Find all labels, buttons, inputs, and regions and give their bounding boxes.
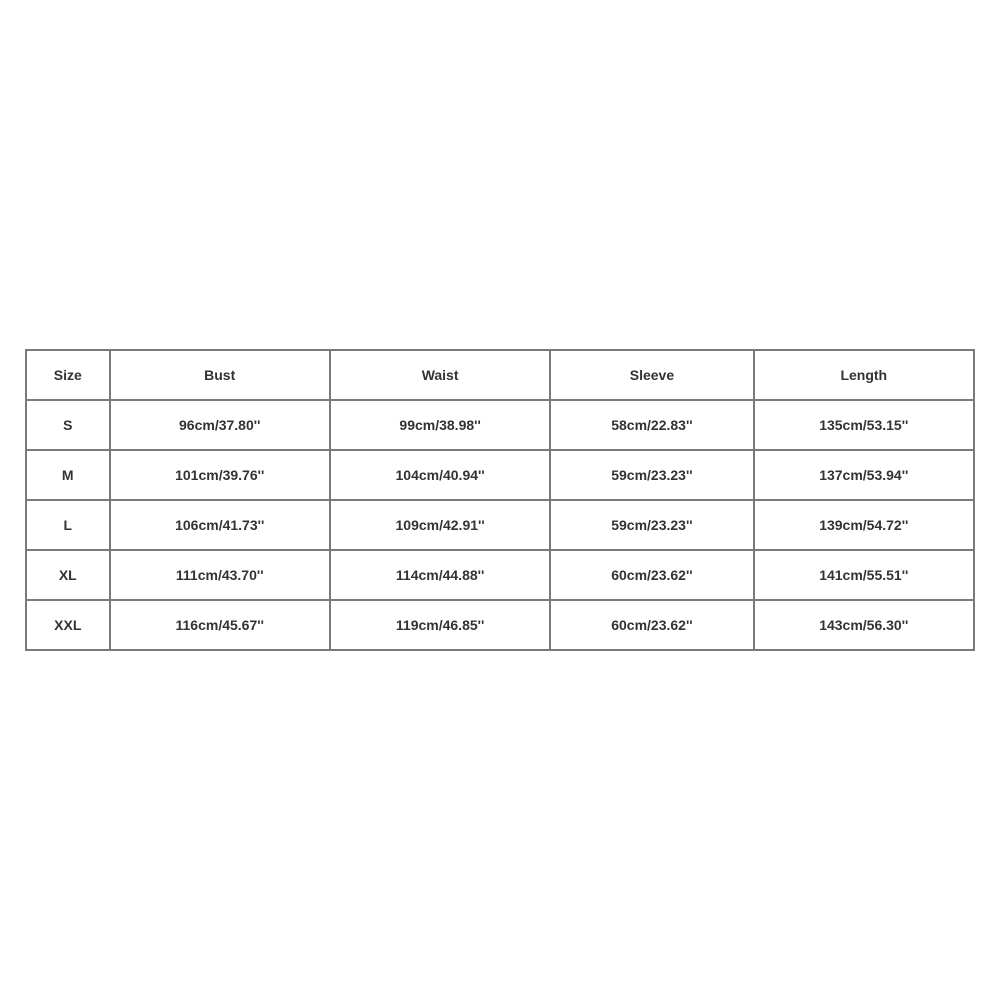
length-cell: 141cm/55.51'' bbox=[754, 550, 974, 600]
waist-cell: 109cm/42.91'' bbox=[330, 500, 550, 550]
table-row bbox=[26, 400, 974, 450]
table-row bbox=[26, 600, 974, 650]
table-row bbox=[26, 500, 974, 550]
bust-cell: 116cm/45.67'' bbox=[110, 600, 330, 650]
table-row bbox=[26, 550, 974, 600]
waist-cell: 104cm/40.94'' bbox=[330, 450, 550, 500]
header-length: Length bbox=[754, 350, 974, 400]
waist-cell: 114cm/44.88'' bbox=[330, 550, 550, 600]
header-size: Size bbox=[26, 350, 110, 400]
size-cell: XXL bbox=[26, 600, 110, 650]
length-cell: 135cm/53.15'' bbox=[754, 400, 974, 450]
waist-cell: 119cm/46.85'' bbox=[330, 600, 550, 650]
bust-cell: 101cm/39.76'' bbox=[110, 450, 330, 500]
length-cell: 137cm/53.94'' bbox=[754, 450, 974, 500]
length-cell: 143cm/56.30'' bbox=[754, 600, 974, 650]
sleeve-cell: 59cm/23.23'' bbox=[550, 450, 753, 500]
bust-cell: 111cm/43.70'' bbox=[110, 550, 330, 600]
table-row bbox=[26, 450, 974, 500]
size-cell: XL bbox=[26, 550, 110, 600]
sleeve-cell: 60cm/23.62'' bbox=[550, 600, 753, 650]
header-row bbox=[26, 350, 974, 400]
sleeve-cell: 59cm/23.23'' bbox=[550, 500, 753, 550]
size-chart-table bbox=[25, 349, 975, 651]
size-cell: L bbox=[26, 500, 110, 550]
size-cell: S bbox=[26, 400, 110, 450]
header-waist: Waist bbox=[330, 350, 550, 400]
header-sleeve: Sleeve bbox=[550, 350, 753, 400]
size-cell: M bbox=[26, 450, 110, 500]
bust-cell: 106cm/41.73'' bbox=[110, 500, 330, 550]
sleeve-cell: 60cm/23.62'' bbox=[550, 550, 753, 600]
sleeve-cell: 58cm/22.83'' bbox=[550, 400, 753, 450]
length-cell: 139cm/54.72'' bbox=[754, 500, 974, 550]
waist-cell: 99cm/38.98'' bbox=[330, 400, 550, 450]
header-bust: Bust bbox=[110, 350, 330, 400]
bust-cell: 96cm/37.80'' bbox=[110, 400, 330, 450]
